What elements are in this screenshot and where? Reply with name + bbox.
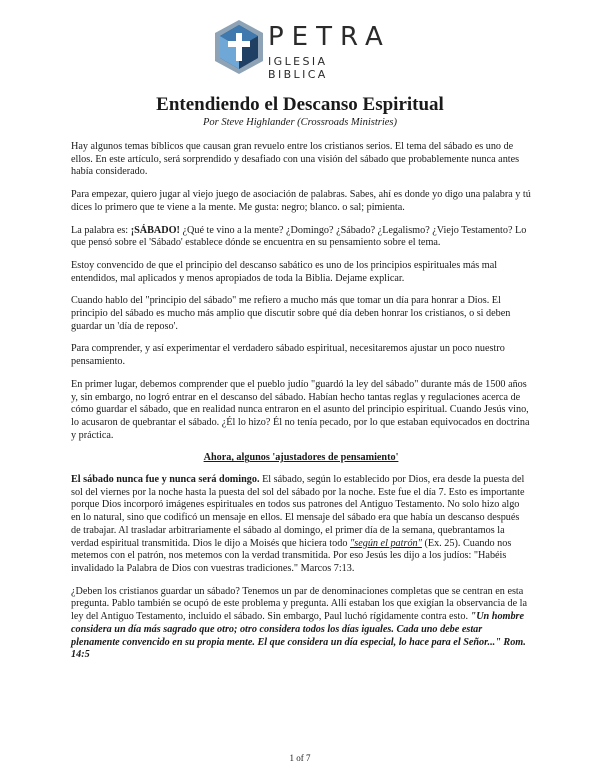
bible-quote: "Un hombre considera un día más sagrado que otro; otro considera todos los días iguales. Cada uno debe estar plenamente convencido en su propia mente. El que considera un día especial, lo hace para el Señor..." Rom. 14:5: [71, 611, 526, 661]
logo-subtitle: IGLESIA BIBLICA: [268, 55, 328, 81]
text-segment: ¿Deben los cristianos guardar un sábado? Tenemos un par de denominaciones completas que se centran en esta pregunta. Pablo también se ocupó de este problema y pregunta. Allí estaban los que exigían la observancia de la ley del Antiguo Testamento, incluido el sábado. Sin embargo, Paul luchó rígidamente contra esto.: [71, 585, 528, 623]
document-body: [71, 141, 531, 672]
text-segment: ¿Qué te vino a la mente? ¿Domingo? ¿Sábado? ¿Legalismo? ¿Viejo Testamento? Lo que pensó sobre el 'Sábado' establece dónde se encuentra en su pensamiento sobre el tema.: [71, 224, 527, 249]
shield-cross-icon: [212, 18, 266, 76]
paragraph-understand: Para comprender, y así experimentar el verdadero sábado espiritual, necesitaremos ajustar un poco nuestro pensamiento.: [71, 343, 505, 368]
text-segment: (Ex. 25). Cuando nos metemos con el patrón, nos metemos con la verdad transmitida. Por eso Jesús les dijo a los judíos: "Habéis invalidado la Palabra de Dios con vuestras tradiciones." Marcos 7:13.: [71, 537, 512, 574]
section-subheading: Ahora, algunos 'ajustadores de pensamiento': [203, 452, 399, 464]
document-byline: Por Steve Highlander (Crossroads Ministries): [202, 117, 398, 128]
document-title: Entendiendo el Descanso Espiritual: [156, 94, 444, 115]
paragraph-jewish-people: En primer lugar, debemos comprender que el pueblo judío "guardó la ley del sábado" durante más de 1500 años y, sin embargo, no logró entrar en el descanso del sábado. Habían hecho tantas reglas y regulaciones acerca de cómo guardar el sábado, que en realidad nunca entraron en el asunto del principio espiritual. Cuando Jesús vino, lo acusaron de quebrantar el sábado. ¿Él lo hizo? Él no tenía pecado, por lo que estaban equivocados en doctrina y práctica.: [71, 378, 530, 441]
logo-wordmark: PETRA: [268, 22, 391, 52]
paragraph-principle: Cuando hablo del "principio del sábado" me refiero a mucho más que tomar un día para honrar a Dios. El principio del sábado es mucho más amplio que discutir sobre qué día deben honrar los cristianos, o si deben guardar un 'día de reposo'.: [71, 295, 511, 332]
paragraph-never-sunday: [71, 474, 531, 576]
text-segment: La palabra es:: [71, 224, 131, 236]
paragraph-intro: Hay algunos temas bíblicos que causan gran revuelo entre los cristianos serios. El tema del sábado es uno de ellos. En este artículo, será sorprendido y desafiado con una visión del sábado que probablemente nunca antes había considerado.: [71, 141, 520, 178]
paragraph-word-game: Para empezar, quiero jugar al viejo juego de asociación de palabras. Sabes, ahí es donde yo digo una palabra y tú dices lo primero que te viene a la mente. Me gusta: negro; blanco. o sal; pimienta.: [71, 189, 531, 213]
paragraph-conviction: Estoy convencido de que el principio del descanso sabático es uno de los principios espirituales más mal entendidos, mal aplicados y menos apropiados de toda la Biblia. Dejame explicar.: [71, 259, 498, 284]
paragraph-sabbath-word: [71, 225, 531, 250]
paragraph-should-christians: [71, 586, 531, 662]
text-segment: El sábado, según lo establecido por Dios, era desde la puesta del sol del viernes por la noche hasta la puesta del sol del sábado por la noche. Este fue el día 7. Esto es importante porque Dios incorporó imágenes espirituales en todos sus patrones del Antiguo Testamento. No solo hizo algo en lo natural, sino que codificó un mensaje en ellos. El mensaje del sábado era que había un descanso después de trabajar. Al trasladar arbitrariamente el sábado al domingo, el primer día de la semana, quebrantamos la verdad espiritual transmitida. Dios le dijo a Moisés que hiciera todo: [71, 474, 525, 549]
bold-emphasis: ¡SÁBADO!: [130, 224, 180, 236]
italic-underline-quote: "según el patrón": [349, 537, 422, 549]
bold-lead: El sábado nunca fue y nunca será domingo.: [71, 474, 260, 486]
page-number: 1 of 7: [289, 753, 311, 763]
petra-logo: [212, 18, 392, 81]
